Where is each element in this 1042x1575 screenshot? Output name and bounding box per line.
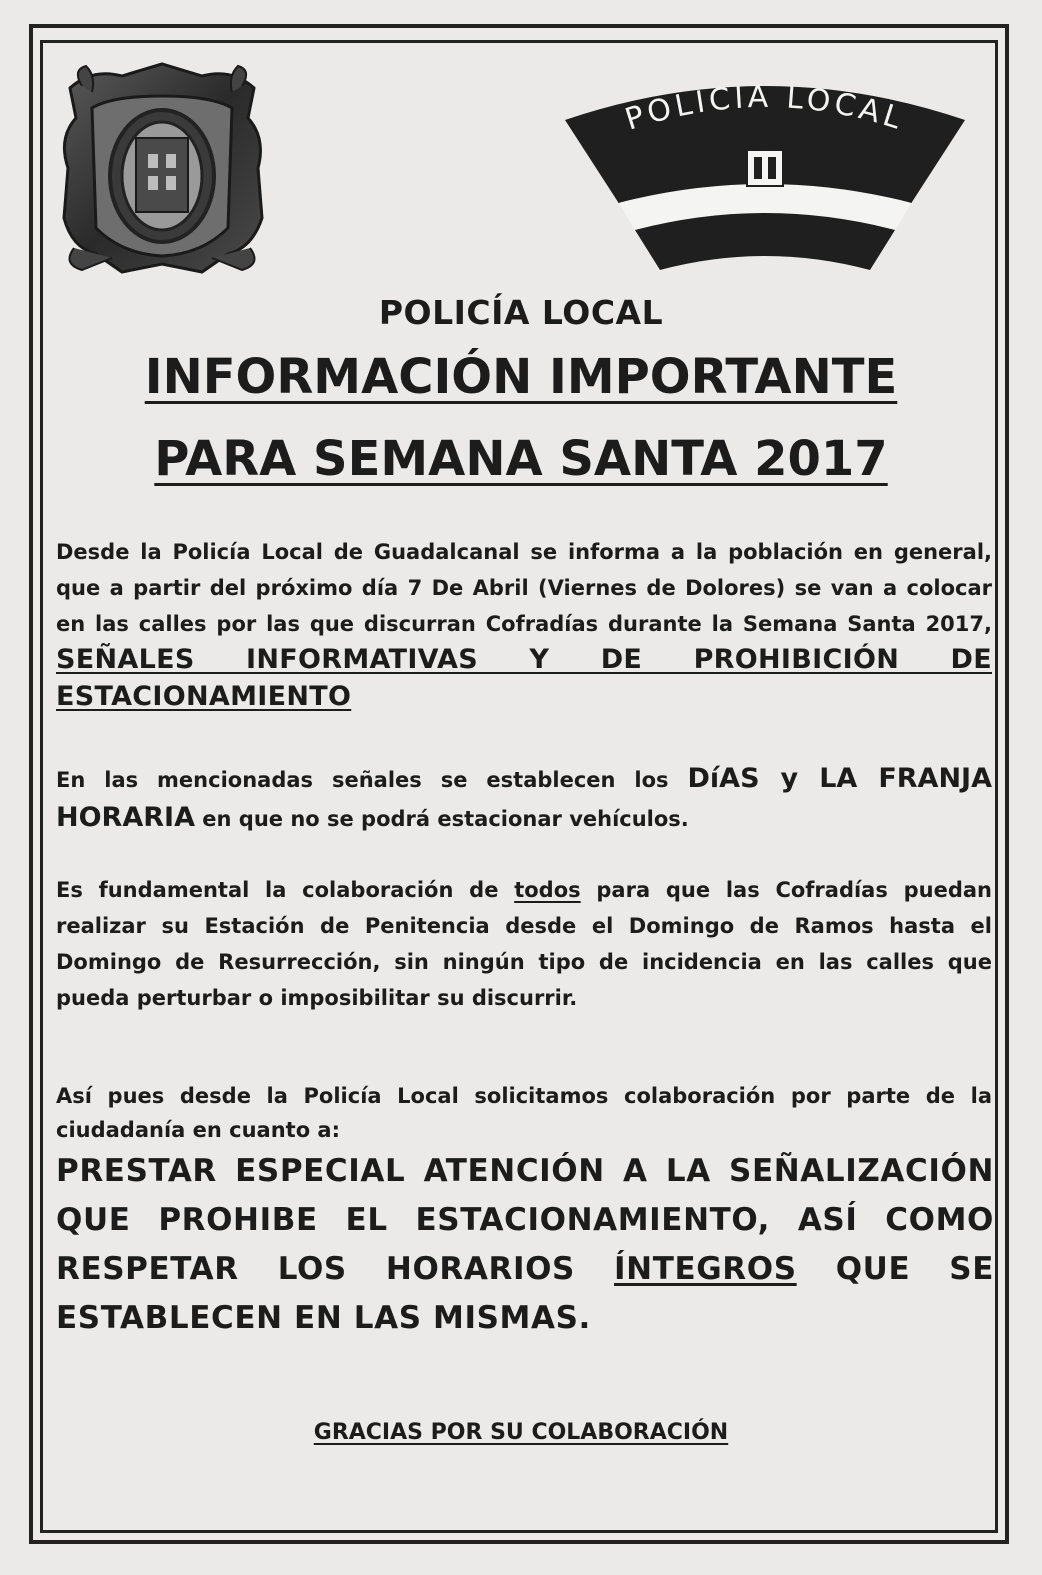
paragraph-collaboration-text-a: Es fundamental la colaboración de [56,878,515,902]
paragraph-announcement-text: Desde la Policía Local de Guadalcanal se informa a la población en general, que a partir del próximo día 7 De Abril (Viernes de Dolores) se van a colocar en las calles por las que discurran Cofradías durante la Semana Santa 2017, [56,540,992,636]
page-title-line-2: PARA SEMANA SANTA 2017 [154,431,888,487]
paragraph-signals-text-a: En las mencionadas señales se establecen los [56,768,688,792]
callout-integros: ÍNTEGROS [614,1251,797,1287]
paragraph-signals-time-slot: LA FRANJA HORARIA [56,763,992,833]
paragraph-signals-days: DíAS [687,763,760,794]
badge-text: POLICIA LOCAL [621,82,909,138]
paragraph-signals [56,760,992,838]
paragraph-request: Así pues desde la Policía Local solicitamos colaboración por parte de la ciudadanía en cuanto a: [56,1084,992,1142]
callout-text-b: QUE SE ESTABLECEN EN LAS MISMAS. [56,1251,994,1336]
paragraph-announcement-emphasis: SEÑALES INFORMATIVAS Y DE PROHIBICIÓN DE ESTACIONAMIENTO [56,644,992,712]
paragraph-collaboration-everyone: todos [514,878,581,902]
page-subtitle: POLICÍA LOCAL [378,293,664,332]
municipal-coat-of-arms-icon [52,58,272,280]
paragraph-collaboration [56,872,992,1016]
callout-text-a: PRESTAR ESPECIAL ATENCIÓN A LA SEÑALIZACIÓN QUE PROHIBE EL ESTACIONAMIENTO, ASÍ COMO RESPETAR LOS HORARIOS [56,1153,994,1287]
police-shoulder-badge-icon [560,82,970,272]
paragraph-signals-and: y [759,763,820,794]
paragraph-announcement [56,534,992,716]
callout-instruction [56,1147,994,1343]
paragraph-signals-text-c: en que no se podrá estacionar vehículos. [194,807,689,831]
paragraph-collaboration-text-b: para que las Cofradías puedan realizar su Estación de Penitencia desde el Domingo de Ramos hasta el Domingo de Resurrección, sin ningún tipo de incidencia en las calles que pueda perturbar o imposibilitar su discurrir. [56,878,992,1010]
closing-thanks: GRACIAS POR SU COLABORACIÓN [313,1420,729,1445]
page-title-line-1: INFORMACIÓN IMPORTANTE [144,349,898,405]
